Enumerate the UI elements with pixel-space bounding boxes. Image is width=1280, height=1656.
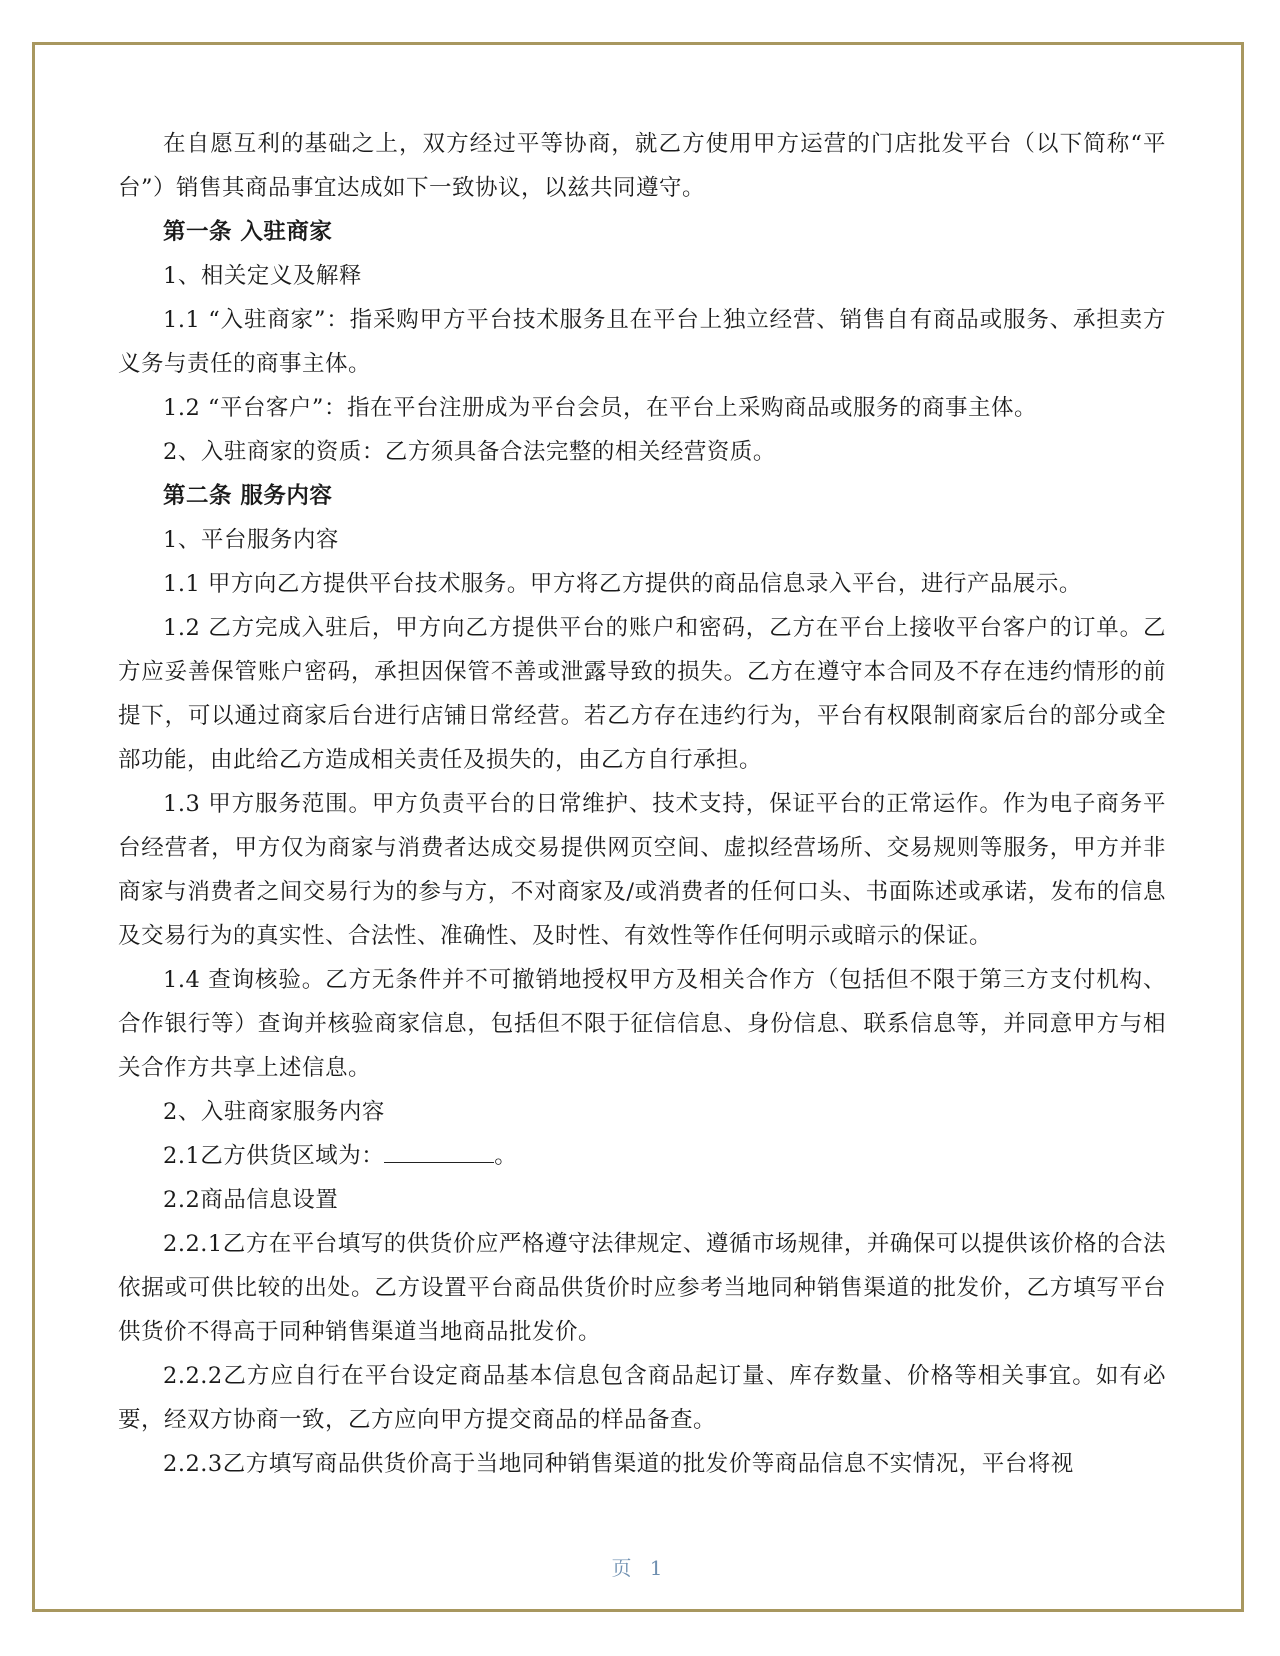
paragraph: 1、平台服务内容 bbox=[163, 527, 339, 553]
supply-area-blank bbox=[384, 1142, 494, 1163]
paragraph: 1.2 “平台客户”：指在平台注册成为平台会员，在平台上采购商品或服务的商事主体。 bbox=[163, 395, 1037, 421]
paragraph: 1.4 查询核验。乙方无条件并不可撤销地授权甲方及相关合作方（包括但不限于第三方支付机构、合作银行等）查询并核验商家信息，包括但不限于征信信息、身份信息、联系信息等，并同意甲方与相关合作方共享上述信息。 bbox=[118, 967, 1166, 1081]
paragraph: 1.1 “入驻商家”：指采购甲方平台技术服务且在平台上独立经营、销售自有商品或服务、承担卖方义务与责任的商事主体。 bbox=[118, 307, 1166, 377]
paragraph: 1、相关定义及解释 bbox=[163, 263, 362, 289]
supply-area-label: 2.1乙方供货区域为： bbox=[163, 1143, 385, 1169]
supply-area-line bbox=[118, 1134, 1166, 1178]
paragraph: 2、入驻商家服务内容 bbox=[163, 1099, 385, 1125]
page-number: 页 1 bbox=[611, 1556, 669, 1580]
paragraph: 2.2.3乙方填写商品供货价高于当地同种销售渠道的批发价等商品信息不实情况，平台将视 bbox=[163, 1451, 1074, 1477]
supply-area-suffix: 。 bbox=[494, 1143, 518, 1169]
paragraph-intro: 在自愿互利的基础之上，双方经过平等协商，就乙方使用甲方运营的门店批发平台（以下简称“平台”）销售其商品事宜达成如下一致协议，以兹共同遵守。 bbox=[118, 131, 1166, 201]
paragraph: 1.1 甲方向乙方提供平台技术服务。甲方将乙方提供的商品信息录入平台，进行产品展示。 bbox=[163, 571, 1082, 597]
paragraph: 1.2 乙方完成入驻后，甲方向乙方提供平台的账户和密码，乙方在平台上接收平台客户的订单。乙方应妥善保管账户密码，承担因保管不善或泄露导致的损失。乙方在遵守本合同及不存在违约情形的前提下，可以通过商家后台进行店铺日常经营。若乙方存在违约行为，平台有权限制商家后台的部分或全部功能，由此给乙方造成相关责任及损失的，由乙方自行承担。 bbox=[118, 615, 1166, 773]
document-body bbox=[118, 122, 1166, 1486]
article-2-heading: 第二条 服务内容 bbox=[163, 483, 333, 509]
paragraph: 2.2.1乙方在平台填写的供货价应严格遵守法律规定、遵循市场规律，并确保可以提供该价格的合法依据或可供比较的出处。乙方设置平台商品供货价时应参考当地同种销售渠道的批发价，乙方填写平台供货价不得高于同种销售渠道当地商品批发价。 bbox=[118, 1231, 1166, 1345]
article-1-heading: 第一条 入驻商家 bbox=[163, 219, 333, 245]
paragraph: 2.2.2乙方应自行在平台设定商品基本信息包含商品起订量、库存数量、价格等相关事宜。如有必要，经双方协商一致，乙方应向甲方提交商品的样品备查。 bbox=[118, 1363, 1166, 1433]
paragraph: 2、入驻商家的资质：乙方须具备合法完整的相关经营资质。 bbox=[163, 439, 776, 465]
paragraph: 2.2商品信息设置 bbox=[163, 1187, 339, 1213]
paragraph: 1.3 甲方服务范围。甲方负责平台的日常维护、技术支持，保证平台的正常运作。作为电子商务平台经营者，甲方仅为商家与消费者达成交易提供网页空间、虚拟经营场所、交易规则等服务，甲方并非商家与消费者之间交易行为的参与方，不对商家及/或消费者的任何口头、书面陈述或承诺，发布的信息及交易行为的真实性、合法性、准确性、及时性、有效性等作任何明示或暗示的保证。 bbox=[118, 791, 1166, 949]
